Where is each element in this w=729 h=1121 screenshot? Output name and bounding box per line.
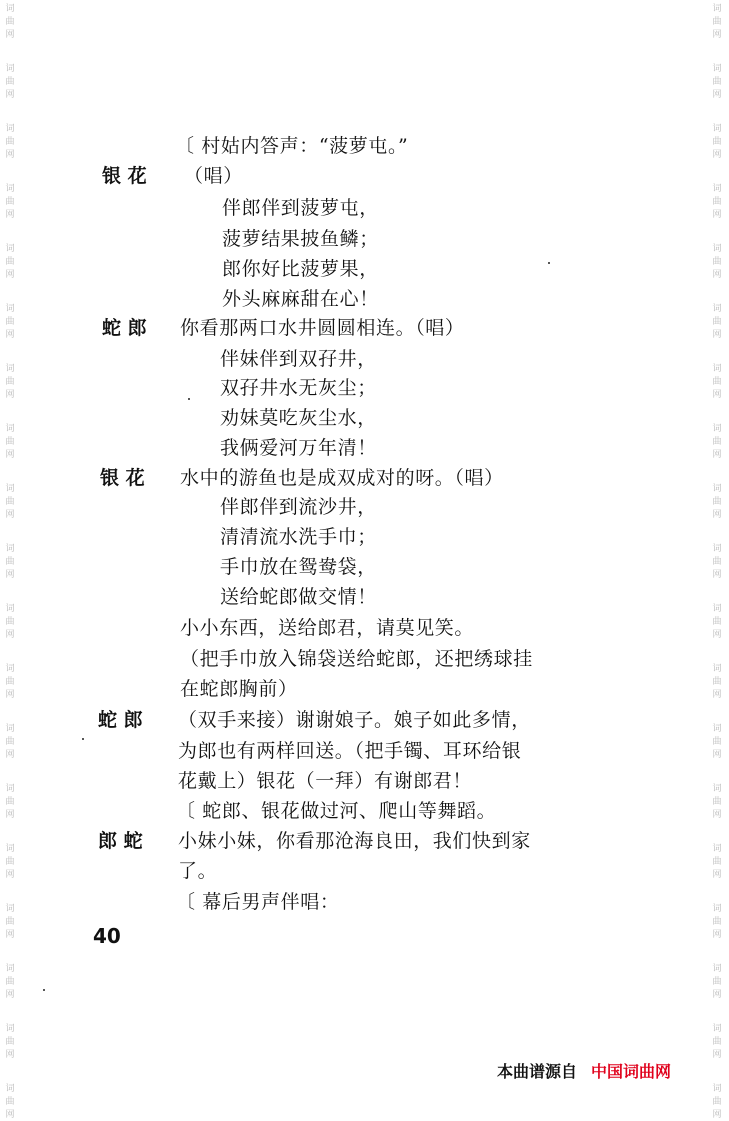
watermark-glyph: 曲 [712, 437, 722, 447]
watermark-glyph: 词 [5, 1084, 15, 1094]
watermark-glyph: 网 [712, 510, 722, 520]
page-number: 40 [93, 924, 121, 948]
watermark-glyph: 网 [712, 990, 722, 1000]
watermark-glyph: 曲 [712, 737, 722, 747]
watermark-glyph: 词 [5, 124, 15, 134]
watermark-glyph: 曲 [712, 557, 722, 567]
watermark-glyph: 网 [712, 330, 722, 340]
watermark-glyph: 词 [712, 844, 722, 854]
watermark-glyph: 曲 [712, 677, 722, 687]
watermark-glyph: 曲 [5, 557, 15, 567]
watermark-glyph: 网 [712, 450, 722, 460]
watermark-glyph: 网 [5, 390, 15, 400]
dialogue-line: 小妹小妹，你看那沧海良田，我们快到家 [178, 830, 531, 852]
stage-direction: （把手巾放入锦袋送给蛇郎，还把绣球挂 [180, 648, 533, 670]
stage-direction: 〔 村姑内答声：“菠萝屯。” [175, 135, 409, 157]
watermark-glyph: 网 [712, 90, 722, 100]
watermark-glyph: 词 [712, 484, 722, 494]
watermark-glyph: 词 [5, 544, 15, 554]
watermark-glyph: 词 [5, 304, 15, 314]
verse-line: 菠萝结果披鱼鳞； [222, 228, 379, 250]
watermark-glyph: 词 [5, 64, 15, 74]
watermark-glyph: 网 [712, 570, 722, 580]
watermark-glyph: 网 [5, 150, 15, 160]
watermark-glyph: 词 [712, 1084, 722, 1094]
verse-line: 伴郎伴到菠萝屯， [222, 197, 379, 219]
watermark-glyph: 词 [712, 544, 722, 554]
watermark-glyph: 曲 [712, 257, 722, 267]
dialogue-line: （唱） [184, 165, 243, 187]
watermark-glyph: 词 [5, 604, 15, 614]
dialogue-line: 了。 [178, 860, 218, 882]
watermark-glyph: 词 [5, 244, 15, 254]
scan-speck [548, 262, 550, 264]
watermark-glyph: 词 [5, 724, 15, 734]
watermark-glyph: 曲 [5, 437, 15, 447]
watermark-glyph: 网 [5, 270, 15, 280]
watermark-glyph: 曲 [712, 617, 722, 627]
watermark-glyph: 网 [712, 870, 722, 880]
watermark-glyph: 曲 [712, 917, 722, 927]
scan-speck [188, 398, 190, 400]
watermark-glyph: 词 [5, 904, 15, 914]
watermark-glyph: 曲 [5, 857, 15, 867]
speaker-label: 蛇 郎 [98, 709, 143, 731]
verse-line: 清清流水洗手巾； [220, 526, 377, 548]
watermark-glyph: 网 [5, 210, 15, 220]
watermark-glyph: 词 [5, 184, 15, 194]
watermark-glyph: 网 [712, 30, 722, 40]
watermark-glyph: 词 [712, 1024, 722, 1034]
verse-line: 劝妹莫吃灰尘水， [220, 407, 377, 429]
watermark-glyph: 网 [5, 330, 15, 340]
watermark-glyph: 网 [712, 270, 722, 280]
watermark-glyph: 网 [712, 630, 722, 640]
watermark-glyph: 曲 [712, 17, 722, 27]
watermark-glyph: 曲 [712, 317, 722, 327]
watermark-glyph: 网 [5, 90, 15, 100]
watermark-glyph: 网 [712, 150, 722, 160]
watermark-glyph: 曲 [712, 797, 722, 807]
watermark-glyph: 网 [712, 1050, 722, 1060]
watermark-glyph: 词 [5, 484, 15, 494]
watermark-glyph: 曲 [712, 1097, 722, 1107]
verse-line: 手巾放在鸳鸯袋， [220, 556, 377, 578]
watermark-glyph: 词 [5, 844, 15, 854]
watermark-glyph: 词 [5, 784, 15, 794]
verse-line: 双孖井水无灰尘； [220, 377, 377, 399]
watermark-glyph: 词 [5, 4, 15, 14]
speaker-label: 银 花 [102, 165, 147, 187]
watermark-glyph: 网 [5, 750, 15, 760]
watermark-glyph: 曲 [712, 497, 722, 507]
dialogue-line: 你看那两口水井圆圆相连。（唱） [180, 317, 465, 339]
watermark-glyph: 网 [5, 450, 15, 460]
verse-line: 伴郎伴到流沙井， [220, 496, 377, 518]
watermark-glyph: 曲 [5, 137, 15, 147]
watermark-glyph: 曲 [5, 917, 15, 927]
footer-brand-link[interactable]: 中国词曲网 [591, 1062, 672, 1081]
watermark-glyph: 网 [712, 750, 722, 760]
watermark-glyph: 词 [712, 4, 722, 14]
footer-source-text: 本曲谱源自 [497, 1062, 578, 1081]
watermark-glyph: 网 [5, 570, 15, 580]
watermark-glyph: 曲 [712, 137, 722, 147]
watermark-glyph: 网 [5, 30, 15, 40]
watermark-glyph: 曲 [712, 857, 722, 867]
watermark-glyph: 网 [5, 690, 15, 700]
dialogue-line: 花戴上）银花（一拜）有谢郎君！ [178, 770, 473, 792]
dialogue-line: 小小东西，送给郎君，请莫见笑。 [180, 617, 475, 639]
watermark-glyph: 曲 [5, 1097, 15, 1107]
watermark-glyph: 词 [5, 964, 15, 974]
watermark-glyph: 词 [712, 124, 722, 134]
watermark-glyph: 曲 [5, 797, 15, 807]
watermark-glyph: 曲 [5, 377, 15, 387]
watermark-glyph: 词 [712, 364, 722, 374]
watermark-glyph: 网 [5, 1050, 15, 1060]
scan-speck [82, 738, 84, 740]
watermark-glyph: 曲 [712, 77, 722, 87]
watermark-glyph: 曲 [5, 677, 15, 687]
watermark-glyph: 曲 [712, 1037, 722, 1047]
footer-credit [497, 1059, 671, 1082]
dialogue-line: 为郎也有两样回送。（把手镯、耳环给银 [178, 740, 522, 762]
watermark-glyph: 网 [5, 930, 15, 940]
watermark-glyph: 词 [712, 784, 722, 794]
watermark-glyph: 网 [5, 510, 15, 520]
verse-line: 送给蛇郎做交情！ [220, 586, 377, 608]
watermark-glyph: 词 [5, 664, 15, 674]
watermark-glyph: 曲 [5, 257, 15, 267]
watermark-glyph: 网 [5, 810, 15, 820]
watermark-glyph: 曲 [5, 317, 15, 327]
watermark-glyph: 网 [712, 810, 722, 820]
watermark-glyph: 曲 [5, 617, 15, 627]
stage-direction: 〔 蛇郎、银花做过河、爬山等舞蹈。 [176, 800, 497, 822]
verse-line: 外头麻麻甜在心！ [222, 288, 379, 310]
watermark-glyph: 曲 [5, 1037, 15, 1047]
watermark-glyph: 网 [712, 930, 722, 940]
watermark-glyph: 曲 [5, 17, 15, 27]
watermark-left [2, 0, 18, 1120]
watermark-glyph: 曲 [5, 497, 15, 507]
speaker-label: 郎 蛇 [98, 830, 143, 852]
watermark-glyph: 曲 [5, 197, 15, 207]
speaker-label: 银 花 [100, 467, 145, 489]
scan-speck [43, 989, 45, 991]
watermark-glyph: 网 [5, 990, 15, 1000]
watermark-glyph: 网 [712, 390, 722, 400]
watermark-glyph: 词 [5, 364, 15, 374]
watermark-glyph: 词 [712, 664, 722, 674]
watermark-glyph: 词 [712, 724, 722, 734]
watermark-glyph: 词 [712, 964, 722, 974]
watermark-glyph: 词 [712, 424, 722, 434]
dialogue-line: （双手来接）谢谢娘子。娘子如此多情， [178, 709, 531, 731]
watermark-glyph: 词 [5, 424, 15, 434]
watermark-glyph: 网 [712, 210, 722, 220]
watermark-glyph: 词 [712, 64, 722, 74]
watermark-glyph: 网 [5, 630, 15, 640]
watermark-glyph: 词 [712, 604, 722, 614]
watermark-glyph: 曲 [712, 977, 722, 987]
watermark-glyph: 词 [5, 1024, 15, 1034]
watermark-glyph: 词 [712, 304, 722, 314]
watermark-glyph: 曲 [712, 377, 722, 387]
verse-line: 伴妹伴到双孖井， [220, 348, 377, 370]
stage-direction: 在蛇郎胸前） [180, 678, 298, 700]
watermark-glyph: 网 [712, 690, 722, 700]
watermark-glyph: 词 [712, 244, 722, 254]
watermark-glyph: 曲 [712, 197, 722, 207]
watermark-glyph: 网 [5, 1110, 15, 1120]
dialogue-line: 水中的游鱼也是成双成对的呀。（唱） [180, 467, 504, 489]
watermark-right [709, 0, 725, 1120]
watermark-glyph: 网 [5, 870, 15, 880]
verse-line: 郎你好比菠萝果， [222, 258, 379, 280]
watermark-glyph: 曲 [5, 977, 15, 987]
speaker-label: 蛇 郎 [102, 317, 147, 339]
watermark-glyph: 曲 [5, 737, 15, 747]
watermark-glyph: 词 [712, 184, 722, 194]
stage-direction: 〔 幕后男声伴唱： [176, 891, 340, 913]
watermark-glyph: 曲 [5, 77, 15, 87]
watermark-glyph: 词 [712, 904, 722, 914]
watermark-glyph: 网 [712, 1110, 722, 1120]
verse-line: 我俩爱河万年清！ [220, 437, 377, 459]
